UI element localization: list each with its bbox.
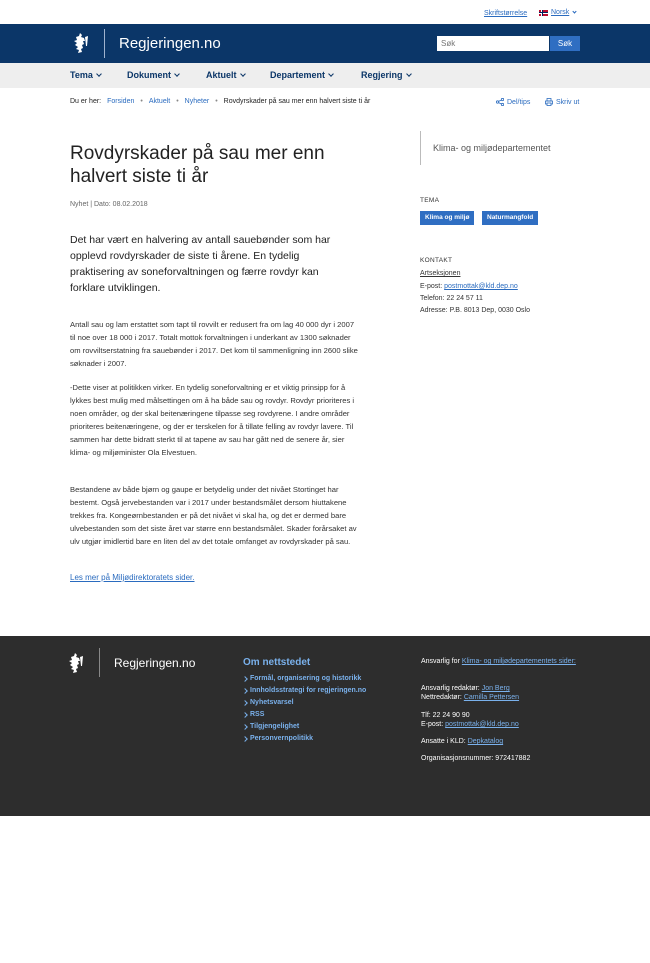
article-title: Rovdyrskader på sau mer enn halvert siste ti år [70,143,325,187]
print-button[interactable] [545,98,579,106]
tema-heading: TEMA [420,197,440,204]
breadcrumb-separator: • [176,98,179,105]
chevron-right-icon [242,700,248,706]
nav-item-dokument[interactable] [127,70,179,80]
site-header [0,24,650,63]
chevron-down-icon [406,71,412,77]
language-label: Norsk [551,9,570,16]
contact-phone: Telefon: 22 24 57 11 [420,295,483,302]
tag-naturmangfold[interactable]: Naturmangfold [482,211,538,225]
nav-item-departement[interactable] [270,70,333,80]
chevron-right-icon [242,736,248,742]
breadcrumb-link-forsiden[interactable]: Forsiden [107,98,135,105]
language-selector[interactable] [539,9,576,16]
chevron-down-icon [328,71,334,77]
editor-link[interactable]: Jon Berg [481,685,510,692]
nav-label: Departement [270,70,326,80]
coat-of-arms-logo-icon[interactable] [65,652,85,674]
footer-email-link[interactable]: postmottak@kld.dep.no [445,721,519,728]
chevron-down-icon [240,71,246,77]
print-icon [545,98,553,106]
nav-label: Dokument [127,70,172,80]
footer-link[interactable] [243,675,361,682]
breadcrumb-separator: • [215,98,218,105]
more-info-link[interactable]: Les mer på Miljødirektoratets sider. [70,573,195,582]
site-name[interactable]: Regjeringen.no [119,35,221,52]
department-name[interactable]: Klima- og miljødepartementet [420,131,580,165]
breadcrumb-label: Du er her: [70,98,102,105]
share-icon [496,98,504,106]
breadcrumb-separator: • [140,98,143,105]
footer-link-label: Nyhetsvarsel [250,699,294,706]
contact-email-line [420,283,518,290]
main-navigation [0,63,650,88]
footer-link[interactable] [243,735,313,742]
nav-label: Tema [70,70,93,80]
nav-item-tema[interactable] [70,70,101,80]
footer-email [421,720,519,729]
web-editor-link[interactable]: Camilla Pettersen [463,694,520,701]
article-paragraph: Bestandene av både bjørn og gaupe er betydelig under det nivået Stortinget har bestemt. Også jervebestanden var i 2017 under bestandsmålet dersom hiuttakene trekkes fra. Kongeørnbestanden er på det nivået vi skal ha, og det er dermed bare ulvebestanden som det siste året var større enn bestandsmålet. Skader forårsaket av ulv utgjør imidlertid bare en liten del av det totale omfanget av rovdyrskader på sau. [70,485,357,546]
chevron-right-icon [242,724,248,730]
print-label: Skriv ut [556,98,580,106]
responsible-label: Ansvarlig for [421,658,460,665]
responsible-link[interactable]: Klima- og miljødepartementets sider: [461,658,576,665]
footer-staff [421,737,503,746]
header-divider [104,29,105,58]
share-button[interactable] [496,98,530,106]
footer-web-editor [421,693,519,702]
article-paragraph: Antall sau og lam erstattet som tapt til rovvilt er redusert fra om lag 40 000 dyr i 2007 til noe over 18 000 i 2017. Totalt mottok forvaltningen i underkant av 1300 søknader om rovviltserstatning fra sauebønder i 2017. Det kom til sammenligning inn 2600 slike søknader i 2007. [70,320,358,368]
chevron-down-icon [174,71,180,77]
article-meta: Nyhet | Dato: 08.02.2018 [70,201,148,208]
tag-klima-og-miljo[interactable]: Klima og miljø [420,211,474,225]
footer-link[interactable] [243,711,264,718]
about-heading: Om nettstedet [243,657,311,668]
breadcrumb [70,98,370,105]
article-paragraph: -Dette viser at politikken virker. En tydelig soneforvaltning er et viktig prinsipp for å lykkes best mulig med målsettingen om å ha både sau og rovdyr. Rovdyr prioriteres i noen områder, og der skal beitenæringene tilpasse seg rovdyrene. I andre områder prioriteres beitenæringene, og der er terskelen for å tillate felling av rovdyr lavere. Til sammen har dette bidratt sterkt til at tapene av sau har gått ned de senere år, sier klima- og miljøminister Ola Elvestuen. [70,383,355,457]
chevron-right-icon [242,688,248,694]
nav-item-regjering[interactable] [361,70,411,80]
coat-of-arms-logo-icon[interactable] [70,32,90,54]
chevron-down-icon [573,9,577,13]
chevron-right-icon [242,712,248,718]
footer-link[interactable] [243,687,366,694]
web-editor-label: Nettredaktør: [421,694,462,701]
breadcrumb-current: Rovdyrskader på sau mer enn halvert siste ti år [223,98,371,105]
article-lead: Det har vært en halvering av antall sauebønder som har opplevd rovdyrskader de siste ti årene. En tydelig praktisering av soneforvaltningen og færre rovdyr kan forklare utviklingen. [70,234,331,294]
contact-section-link[interactable]: Artseksjonen [420,270,461,277]
footer-site-name[interactable]: Regjeringen.no [114,656,196,670]
site-footer [0,636,650,816]
font-size-link[interactable]: Skriftstørrelse [484,10,528,17]
norway-flag-icon [539,10,548,16]
contact-heading: KONTAKT [420,257,453,264]
email-label: E-post: [420,283,443,290]
contact-email-link[interactable]: postmottak@kld.dep.no [444,283,518,290]
staff-directory-link[interactable]: Depkatalog [467,738,504,745]
footer-editor [421,684,510,693]
footer-link-label: RSS [250,711,265,718]
footer-phone: Tlf: 22 24 90 90 [421,712,470,719]
footer-link-label: Innholdsstrategi for regjeringen.no [250,687,367,694]
footer-link-label: Personvernpolitikk [250,735,314,742]
footer-link-label: Tilgjengelighet [250,723,300,730]
breadcrumb-link-aktuelt[interactable]: Aktuelt [148,98,171,105]
footer-org-number: Organisasjonsnummer: 972417882 [421,755,531,762]
contact-address: Adresse: P.B. 8013 Dep, 0030 Oslo [420,307,530,314]
share-label: Del/tips [507,98,531,106]
search-button[interactable]: Søk [550,36,580,51]
nav-item-aktuelt[interactable] [206,70,245,80]
nav-label: Regjering [361,70,403,80]
chevron-right-icon [242,676,248,682]
breadcrumb-link-nyheter[interactable]: Nyheter [184,98,210,105]
search-input[interactable] [437,36,549,51]
utility-bar [0,0,650,24]
nav-label: Aktuelt [206,70,237,80]
footer-divider [99,648,100,677]
footer-link[interactable] [243,723,299,730]
chevron-down-icon [96,71,102,77]
staff-label: Ansatte i KLD: [421,738,466,745]
footer-link-label: Formål, organisering og historikk [250,675,362,682]
footer-responsible [421,657,581,666]
footer-email-label: E-post: [421,721,444,728]
footer-link[interactable] [243,699,294,706]
editor-label: Ansvarlig redaktør: [421,685,480,692]
